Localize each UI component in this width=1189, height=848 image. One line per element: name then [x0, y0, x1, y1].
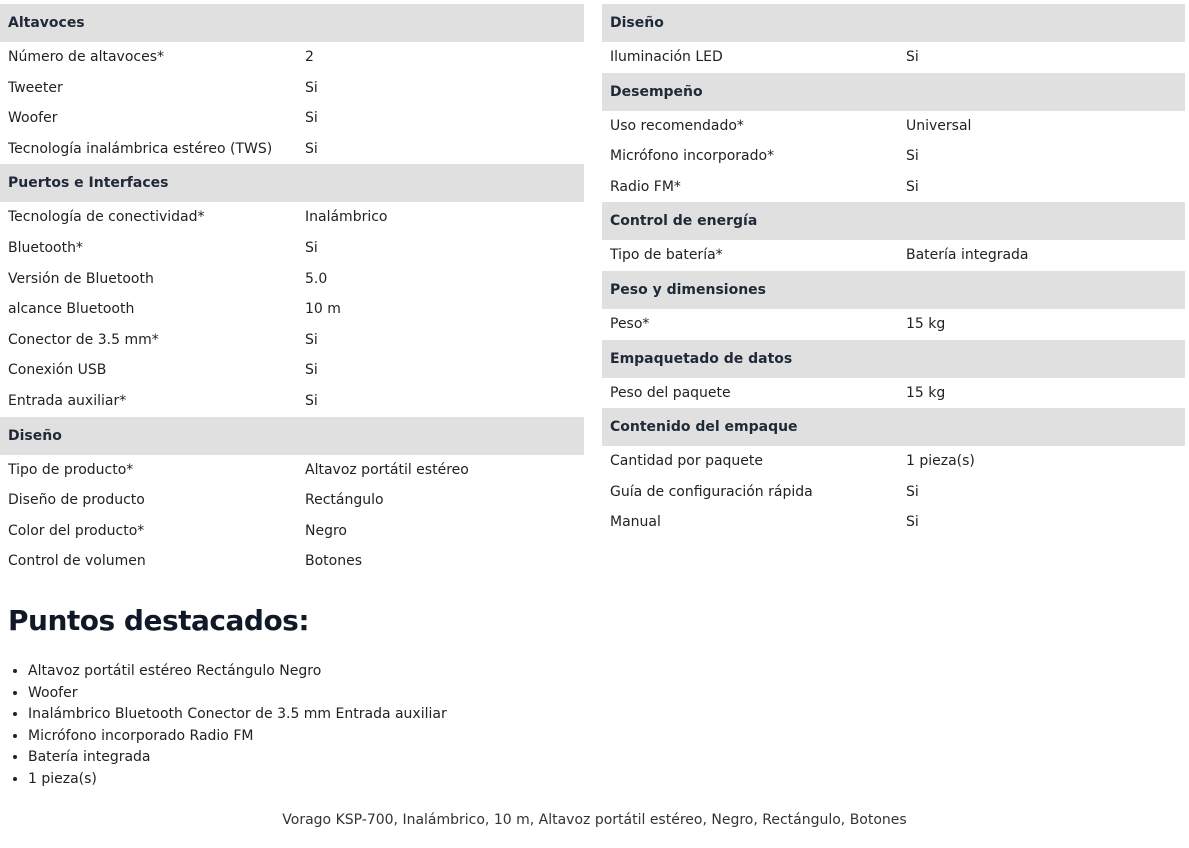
spec-label: Tweeter [8, 79, 63, 96]
highlight-item: • Inalámbrico Bluetooth Conector de 3.5 mm Entrada auxiliar [28, 704, 447, 726]
spec-label: alcance Bluetooth [8, 301, 135, 318]
section-rows [602, 309, 1185, 340]
spec-row [602, 172, 1185, 203]
spec-row [0, 73, 584, 104]
spec-row [602, 111, 1185, 142]
spec-row [602, 507, 1185, 538]
spec-value: Si [906, 49, 919, 65]
section-rows [602, 240, 1185, 271]
spec-label: Cantidad por paquete [610, 453, 764, 470]
highlight-item: • Altavoz portátil estéreo Rectángulo Negro [28, 661, 447, 683]
spec-value: 1 pieza(s) [906, 453, 975, 470]
spec-value: Si [305, 331, 318, 348]
spec-label: Tecnología de conectividad* [8, 209, 205, 226]
spec-row [0, 325, 584, 356]
spec-row [0, 455, 584, 486]
spec-row [602, 240, 1185, 271]
highlight-item: • 1 pieza(s) [28, 769, 447, 791]
highlight-item: • Woofer [28, 683, 447, 705]
spec-label: Número de altavoces* [8, 49, 165, 65]
section-header: Desempeño [602, 73, 1185, 111]
section-header: Peso y dimensiones [602, 271, 1185, 309]
spec-label: Radio FM* [610, 178, 681, 195]
section-header: Diseño [0, 417, 584, 455]
section-rows [602, 42, 1185, 73]
spec-label: Peso del paquete [610, 384, 731, 401]
section-header: Control de energía [602, 202, 1185, 240]
spec-label: Tipo de producto* [8, 461, 134, 478]
spec-label: Entrada auxiliar* [8, 392, 127, 409]
spec-value: Si [305, 362, 318, 379]
spec-value: Si [305, 110, 318, 127]
spec-label: Uso recomendado* [610, 117, 744, 134]
spec-value: Si [305, 239, 318, 256]
section-header: Contenido del empaque [602, 408, 1185, 446]
highlight-item: • Batería integrada [28, 747, 447, 769]
spec-label: Diseño de producto [8, 492, 145, 509]
spec-value: 15 kg [906, 315, 946, 332]
spec-row [0, 546, 584, 577]
spec-label: Control de volumen [8, 553, 146, 570]
spec-label: Manual [610, 514, 661, 531]
spec-value: Altavoz portátil estéreo [305, 461, 469, 478]
spec-label: Peso* [610, 315, 650, 332]
spec-value: 10 m [305, 301, 341, 318]
spec-value: Si [906, 514, 919, 531]
spec-label: Conexión USB [8, 362, 107, 379]
spec-row [0, 42, 584, 73]
spec-table-left [0, 4, 584, 577]
spec-row [0, 294, 584, 325]
section-rows [602, 111, 1185, 203]
spec-label: Tecnología inalámbrica estéreo (TWS) [8, 140, 273, 157]
spec-row [0, 485, 584, 516]
section-rows [602, 378, 1185, 409]
product-summary: Vorago KSP-700, Inalámbrico, 10 m, Altavoz portátil estéreo, Negro, Rectángulo, Botones [282, 812, 907, 828]
spec-label: Conector de 3.5 mm* [8, 331, 159, 348]
spec-row [602, 446, 1185, 477]
spec-label: Bluetooth* [8, 239, 83, 256]
spec-table-right [602, 4, 1185, 538]
spec-row [0, 202, 584, 233]
spec-value: 5.0 [305, 270, 328, 287]
spec-row [0, 103, 584, 134]
spec-row [602, 309, 1185, 340]
highlights-heading: Puntos destacados: [8, 604, 310, 637]
section-rows [602, 446, 1185, 538]
section-header: Puertos e Interfaces [0, 164, 584, 202]
spec-row [602, 477, 1185, 508]
spec-row [602, 42, 1185, 73]
spec-value: Botones [305, 553, 363, 570]
spec-value: Si [305, 140, 318, 157]
spec-value: Batería integrada [906, 247, 1029, 264]
section-rows [0, 202, 584, 416]
spec-value: Universal [906, 117, 972, 134]
spec-row [602, 378, 1185, 409]
section-header: Altavoces [0, 4, 584, 42]
spec-label: Micrófono incorporado* [610, 148, 775, 165]
section-rows [0, 455, 584, 577]
spec-value: Negro [305, 522, 347, 539]
spec-label: Color del producto* [8, 522, 145, 539]
spec-row [0, 264, 584, 295]
spec-value: Rectángulo [305, 492, 384, 509]
highlights-list [8, 661, 447, 791]
spec-value: Si [906, 483, 919, 500]
spec-value: Si [305, 79, 318, 96]
spec-value: Si [906, 148, 919, 165]
spec-row [0, 355, 584, 386]
spec-value: Si [906, 178, 919, 195]
spec-label: Woofer [8, 110, 58, 127]
section-header: Empaquetado de datos [602, 340, 1185, 378]
spec-label: Guía de configuración rápida [610, 483, 813, 500]
highlight-item: • Micrófono incorporado Radio FM [28, 726, 447, 748]
spec-row [0, 233, 584, 264]
spec-label: Tipo de batería* [610, 247, 723, 264]
spec-value: 2 [305, 49, 314, 65]
spec-value: Inalámbrico [305, 209, 388, 226]
spec-value: Si [305, 392, 318, 409]
spec-value: 15 kg [906, 384, 946, 401]
section-rows [0, 42, 584, 164]
spec-row [0, 516, 584, 547]
spec-row [0, 134, 584, 165]
section-header: Diseño [602, 4, 1185, 42]
spec-label: Versión de Bluetooth [8, 270, 154, 287]
spec-label: Iluminación LED [610, 49, 723, 65]
spec-row [0, 386, 584, 417]
spec-row [602, 141, 1185, 172]
